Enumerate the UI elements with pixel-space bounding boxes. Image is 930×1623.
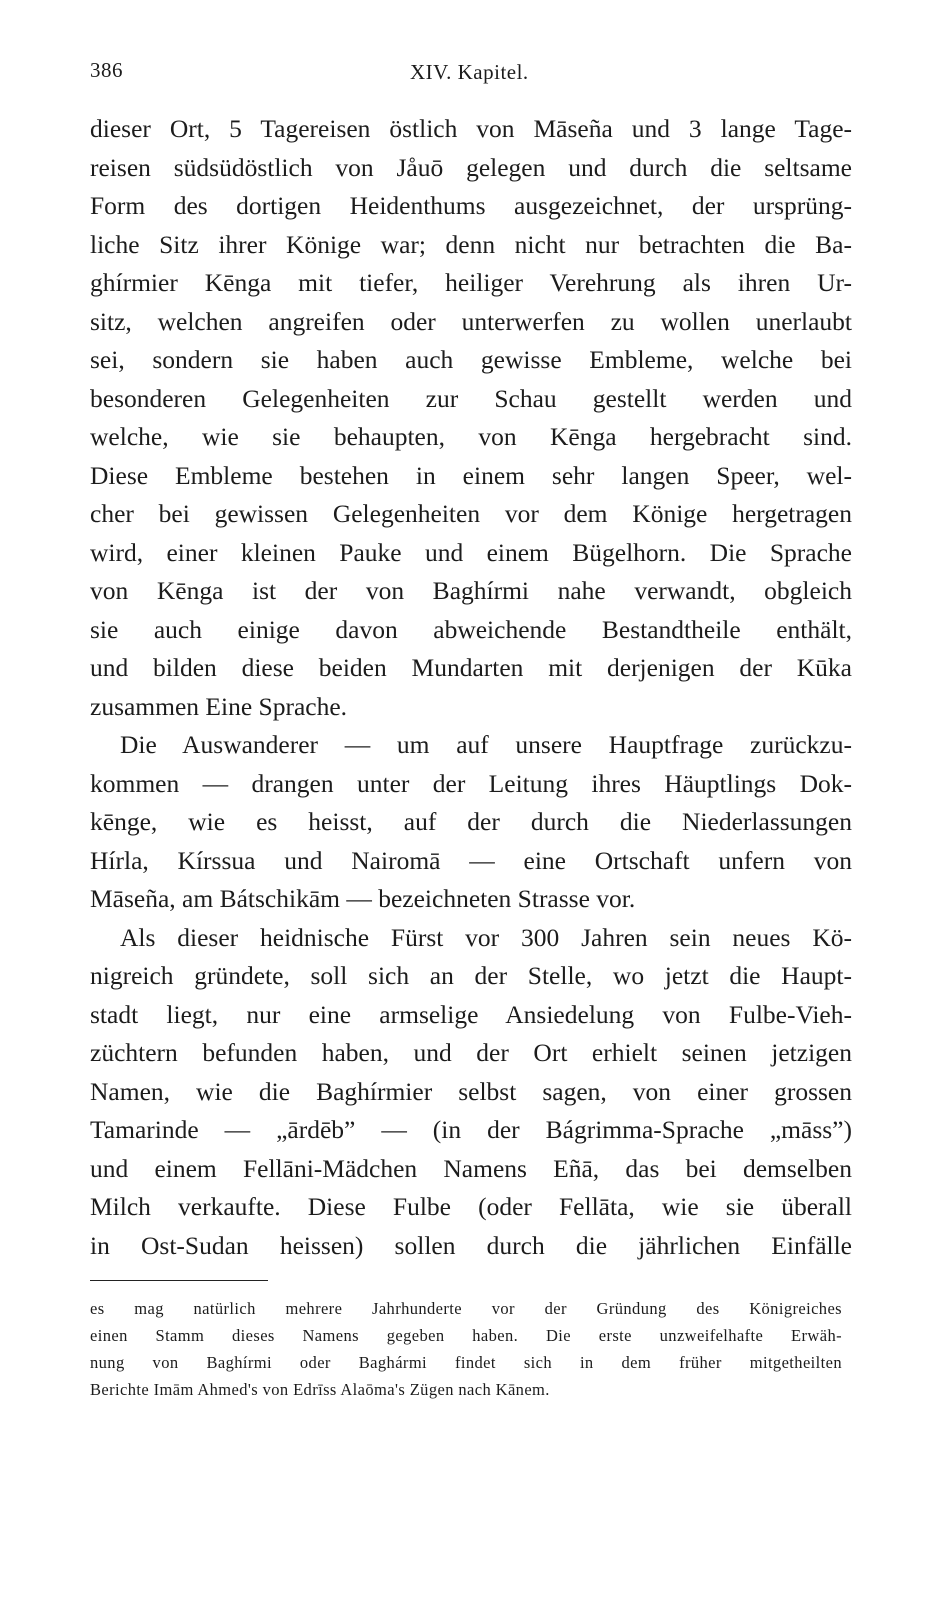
text-line: und einem Fellāni-Mädchen Namens Eñā, das bei demselben [90,1153,852,1183]
text-line: wird, einer kleinen Pauke und einem Bügelhorn. Die Sprache [90,537,852,567]
text-line: cher bei gewissen Gelegenheiten vor dem Könige hergetragen [90,499,852,528]
page-header [90,58,850,92]
text-line: Form des dortigen Heidenthums ausgezeichnet, der ursprüng- [90,191,852,220]
text-line: in Ost-Sudan heissen) sollen durch die jährlichen Einfälle [90,1230,852,1260]
text-line: sie auch einige davon abweichende Bestandtheile enthält, [90,614,852,644]
text-line: sei, sondern sie haben auch gewisse Embleme, welche bei [90,345,852,374]
text-line: Milch verkaufte. Diese Fulbe (oder Fellāta, wie sie überall [90,1192,852,1221]
footnote [90,1295,842,1403]
text-line: züchtern befunden haben, und der Ort erhielt seinen jetzigen [90,1038,852,1067]
text-line: Die Auswanderer — um auf unsere Hauptfrage zurückzu- [120,730,852,759]
text-line: Hírla, Kírssua und Nairomā — eine Ortschaft unfern von [90,845,852,875]
text-line: Māseña, am Bátschikām — bezeichneten Strasse vor. [90,884,636,913]
text-line: zusammen Eine Sprache. [90,691,348,721]
text-line: und bilden diese beiden Mundarten mit derjenigen der Kūka [90,653,852,682]
text-line: kommen — drangen unter der Leitung ihres Häuptlings Dok- [90,768,852,798]
body-text [90,110,852,1265]
footnote-divider [90,1280,268,1281]
text-line: welche, wie sie behaupten, von Kēnga hergebracht sind. [90,422,852,451]
text-line: sitz, welchen angreifen oder unterwerfen zu wollen unerlaubt [90,306,852,336]
text-line: Namen, wie die Baghírmier selbst sagen, von einer grossen [90,1076,852,1106]
running-head: XIV. Kapitel. [410,60,529,84]
footnote-line: nung von Baghírmi oder Baghármi findet sich in dem früher mitgetheilten [90,1353,842,1372]
text-line: reisen südsüdöstlich von Jåuō gelegen und durch die seltsame [90,152,852,182]
page-number: 386 [90,58,123,82]
text-line: stadt liegt, nur eine armselige Ansiedelung von Fulbe-Vieh- [90,999,852,1029]
text-line: Diese Embleme bestehen in einem sehr langen Speer, wel- [90,460,852,490]
text-line: Als dieser heidnische Fürst vor 300 Jahren sein neues Kö- [120,922,852,952]
footnote-line: es mag natürlich mehrere Jahrhunderte vor der Gründung des Königreiches [90,1299,842,1318]
text-line: ghírmier Kēnga mit tiefer, heiliger Verehrung als ihren Ur- [90,268,852,297]
text-line: kēnge, wie es heisst, auf der durch die Niederlassungen [90,807,852,836]
text-line: von Kēnga ist der von Baghírmi nahe verwandt, obgleich [90,576,852,605]
footnote-line: Berichte Imām Ahmed's von Edrīss Alaōma's Zügen nach Kānem. [90,1380,550,1399]
text-line: dieser Ort, 5 Tagereisen östlich von Māseña und 3 lange Tage- [90,114,852,143]
footnote-line: einen Stamm dieses Namens gegeben haben. Die erste unzweifelhafte Erwäh- [90,1326,842,1345]
text-line: Tamarinde — „ārdēb” — (in der Bágrimma-Sprache „māss”) [90,1115,852,1144]
text-line: nigreich gründete, soll sich an der Stelle, wo jetzt die Haupt- [90,961,852,990]
text-line: liche Sitz ihrer Könige war; denn nicht nur betrachten die Ba- [90,229,852,259]
text-line: besonderen Gelegenheiten zur Schau gestellt werden und [90,383,852,413]
